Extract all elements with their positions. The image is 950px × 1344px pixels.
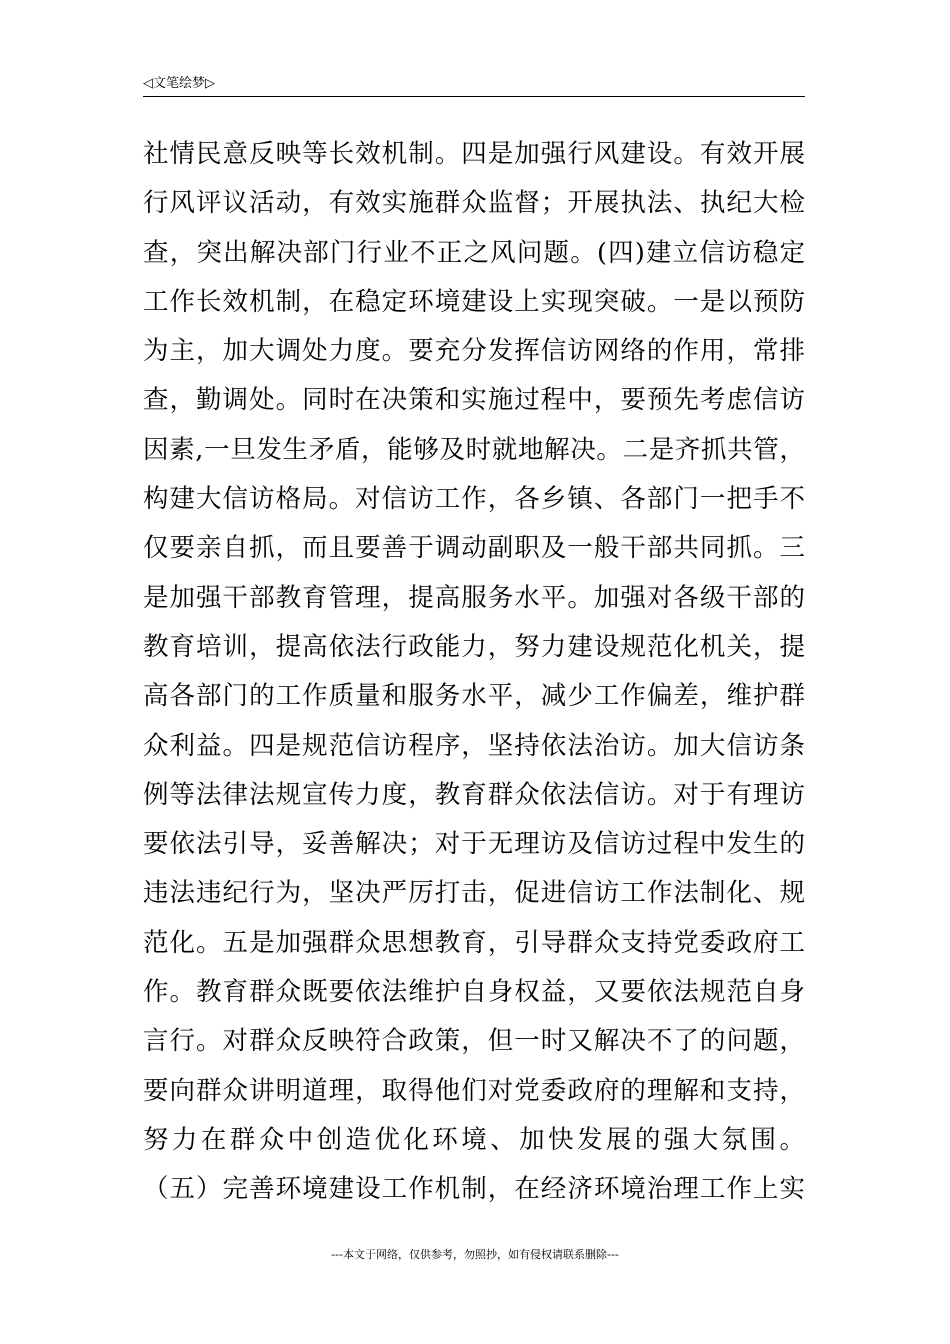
body-line: 构建大信访格局。对信访工作，各乡镇、各部门一把手不 — [143, 484, 805, 515]
body-line: 工作长效机制，在稳定环境建设上实现突破。一是以预防 — [143, 286, 805, 317]
body-line: 社情民意反映等长效机制。四是加强行风建设。有效开展 — [143, 139, 805, 169]
body-line: 行风评议活动，有效实施群众监督；开展执法、执纪大检 — [143, 188, 805, 219]
body-line: 教育培训，提高依法行政能力，努力建设规范化机关，提 — [143, 631, 805, 662]
body-line: 范化。五是加强群众思想教育，引导群众支持党委政府工 — [143, 927, 805, 958]
body-line: 查，勤调处。同时在决策和实施过程中，要预先考虑信访 — [143, 385, 805, 416]
body-line: 高各部门的工作质量和服务水平，减少工作偏差，维护群 — [143, 681, 805, 712]
page-footer-disclaimer: ---本文于网络，仅供参考，勿照抄，如有侵权请联系删除--- — [331, 1248, 619, 1261]
body-line: 因素,一旦发生矛盾，能够及时就地解决。二是齐抓共管， — [143, 434, 805, 465]
body-line: 言行。对群众反映符合政策，但一时又解决不了的问题， — [143, 1026, 805, 1057]
body-line: 要依法引导，妥善解决；对于无理访及信访过程中发生的 — [143, 829, 805, 860]
body-line: 努力在群众中创造优化环境、加快发展的强大氛围。 — [143, 1124, 805, 1155]
document-body — [143, 130, 805, 1215]
body-line: 作。教育群众既要依法维护自身权益，又要依法规范自身 — [143, 977, 805, 1008]
body-line: 仅要亲自抓，而且要善于调动副职及一般干部共同抓。三 — [143, 533, 805, 564]
body-line: 是加强干部教育管理，提高服务水平。加强对各级干部的 — [143, 582, 805, 613]
body-line: 众利益。四是规范信访程序，坚持依法治访。加大信访条 — [143, 730, 805, 761]
body-line: 要向群众讲明道理，取得他们对党委政府的理解和支持， — [143, 1075, 805, 1106]
body-line: （五）完善环境建设工作机制，在经济环境治理工作上实 — [143, 1174, 805, 1205]
body-line: 例等法律法规宣传力度，教育群众依法信访。对于有理访 — [143, 779, 805, 810]
body-line: 查，突出解决部门行业不正之风问题。(四)建立信访稳定 — [143, 237, 805, 268]
page-header-title: ◁文笔绘梦▷ — [143, 76, 215, 91]
body-line: 违法违纪行为，坚决严厉打击，促进信访工作法制化、规 — [143, 878, 805, 909]
header-divider — [143, 96, 805, 97]
body-line: 为主，加大调处力度。要充分发挥信访网络的作用，常排 — [143, 336, 805, 367]
